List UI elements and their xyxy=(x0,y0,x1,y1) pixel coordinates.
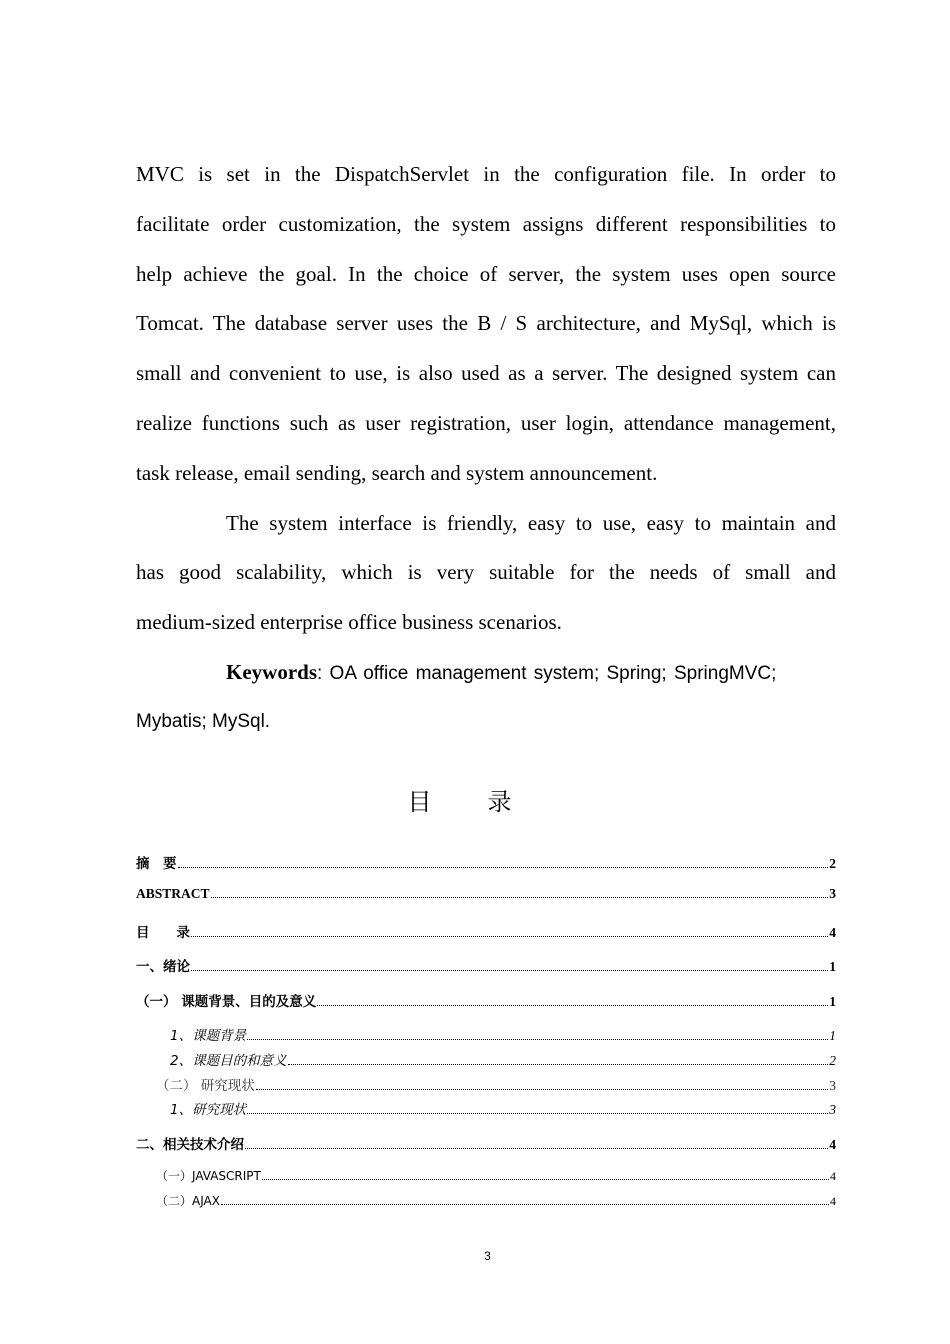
abstract-line: Tomcat. The database server uses the B / S architecture, and MySql, which is xyxy=(136,311,836,336)
keywords-line-2: Mybatis; MySql. xyxy=(136,710,271,732)
keywords-list: : OA office management system; Spring; SpringMVC; xyxy=(317,662,777,684)
toc-page: 1 xyxy=(829,994,836,1009)
toc-page: 3 xyxy=(829,886,836,901)
toc-page: 1 xyxy=(829,959,836,974)
toc-entry[interactable] xyxy=(136,1167,836,1184)
toc-page: 4 xyxy=(829,925,836,940)
toc-page: 2 xyxy=(829,1053,836,1068)
toc-label: （二）AJAX xyxy=(156,1194,220,1208)
toc-entry[interactable] xyxy=(136,1133,836,1153)
abstract-line: has good scalability, which is very suitable for the needs of small and xyxy=(136,560,836,585)
toc-page: 3 xyxy=(829,1078,836,1093)
toc-label: 目 录 xyxy=(136,925,190,941)
keywords-line xyxy=(136,656,836,706)
toc-entry[interactable] xyxy=(136,886,836,902)
abstract-line: medium-sized enterprise office business scenarios. xyxy=(136,610,562,635)
abstract-line: realize functions such as user registration, user login, attendance management, xyxy=(136,410,836,435)
toc-title: 目录 xyxy=(407,788,568,816)
toc-label: （一）JAVASCRIPT xyxy=(156,1169,261,1183)
abstract-line: small and convenient to use, is also used as a server. The designed system can xyxy=(136,361,836,386)
abstract-line: MVC is set in the DispatchServlet in the configuration file. In order to xyxy=(136,162,836,186)
toc-label: （二） 研究现状 xyxy=(156,1078,255,1094)
abstract-line: The system interface is friendly, easy to use, easy to maintain and xyxy=(226,510,836,535)
toc-page: 1 xyxy=(829,1028,836,1043)
toc-page: 4 xyxy=(830,1194,836,1208)
toc-label: 摘 要 xyxy=(136,856,177,872)
toc-page: 3 xyxy=(829,1102,836,1117)
toc-label: 一、绪论 xyxy=(136,959,190,975)
toc-label: ABSTRACT xyxy=(136,886,210,901)
toc-label: 1、课题背景 xyxy=(170,1028,247,1044)
toc-entry[interactable] xyxy=(136,852,836,872)
toc-entry[interactable] xyxy=(136,921,836,941)
toc-entry[interactable] xyxy=(136,1098,836,1118)
toc-entry[interactable] xyxy=(136,1192,836,1209)
toc-entry[interactable] xyxy=(136,1074,836,1094)
toc-label: 2、课题目的和意义 xyxy=(170,1053,287,1069)
abstract-line: facilitate order customization, the system assigns different responsibilities to xyxy=(136,211,836,236)
abstract-body xyxy=(136,158,836,756)
abstract-line: task release, email sending, search and system announcement. xyxy=(136,460,658,485)
abstract-line: help achieve the goal. In the choice of server, the system uses open source xyxy=(136,261,836,286)
toc-page: 4 xyxy=(830,1169,836,1183)
page-number: 3 xyxy=(484,1249,491,1263)
toc-entry[interactable] xyxy=(136,955,836,975)
toc-page: 2 xyxy=(829,856,836,871)
toc-label: 二、相关技术介绍 xyxy=(136,1137,244,1153)
toc-entry[interactable] xyxy=(136,1024,836,1044)
toc-entry[interactable] xyxy=(136,1049,836,1069)
toc-label: （一） 课题背景、目的及意义 xyxy=(136,994,317,1010)
toc-entry[interactable] xyxy=(136,990,836,1010)
toc-page: 4 xyxy=(829,1137,836,1152)
toc-label: 1、研究现状 xyxy=(170,1102,247,1118)
keywords-label: Keywords xyxy=(226,659,317,684)
